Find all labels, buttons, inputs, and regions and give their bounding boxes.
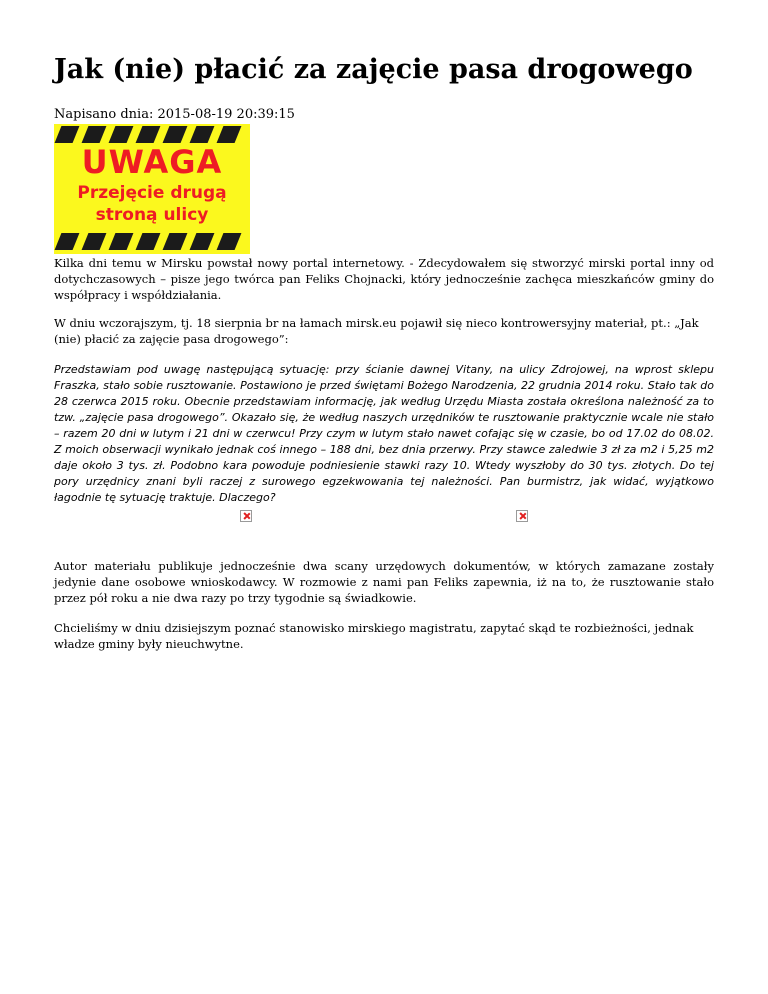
banner-line-1: Przejęcie drugą [77,183,227,203]
banner-heading: UWAGA [81,143,223,181]
page-title: Jak (nie) płacić za zajęcie pasa drogowego [54,54,693,85]
broken-image-icon[interactable] [240,510,252,522]
paragraph-announcement: W dniu wczorajszym, tj. 18 sierpnia br na łamach mirsk.eu pojawił się nieco kontrowersyjny materiał, pt.: „Jak (nie) płacić za zajęcie pasa drogowego”: [54,316,699,346]
broken-image-icon[interactable] [516,510,528,522]
paragraph-intro: Kilka dni temu w Mirsku powstał nowy portal internetowy. - Zdecydowałem się stworzyć mirski portal inny od dotychczasowych – pisze jego twórca pan Feliks Chojnacki, który jednocześnie zachęca mieszkańców gminy do współpracy i współdziałania. [54,256,714,302]
paragraph-closing: Chcieliśmy w dniu dzisiejszym poznać stanowisko mirskiego magistratu, zapytać skąd te rozbieżności, jednak władze gminy były nieuchwytne. [54,621,694,651]
publish-date: Napisano dnia: 2015-08-19 20:39:15 [54,107,295,122]
banner-line-2: stroną ulicy [95,205,209,225]
quoted-material: Przedstawiam pod uwagę następującą sytuację: przy ścianie dawnej Vitany, na ulicy Zdrojowej, na wprost sklepu Fraszka, stało sobie rusztowanie. Postawiono je przed świętami Bożego Narodzenia, 22 grudnia 2014 roku. Stało tak do 28 czerwca 2015 roku. Obecnie przedstawiam informację, jak według Urzędu Miasta została określona należność za to tzw. „zajęcie pasa drogowego”. Okazało się, że według naszych urzędników te rusztowanie praktycznie wcale nie stało – razem 20 dni w lutym i 21 dni w czerwcu! Przy czym w lutym stało nawet cofając się w czasie, bo od 17.02 do 08.02. Z moich obserwacji wynikało jednak coś innego – 188 dni, bez dnia przerwy. Przy stawce zaledwie 3 zł za m2 i 5,25 m2 daje około 3 tys. zł. Podobno kara powoduje podniesienie stawki razy 10. Wtedy wyszłoby do 30 tys. złotych. Do tej pory urzędnicy znani byli raczej z surowego egzekwowania tej należności. Pan burmistrz, jak widać, wyjątkowo łagodnie tę sytuację traktuje. Dlaczego? [54,363,714,504]
warning-banner-image [54,124,250,254]
hazard-stripes-bottom [58,233,248,250]
hazard-stripes-top [58,126,248,143]
paragraph-scans: Autor materiału publikuje jednocześnie dwa scany urzędowych dokumentów, w których zamazane zostały jedynie dane osobowe wnioskodawcy. W rozmowie z nami pan Feliks zapewnia, iż na to, że rusztowanie stało przez pół roku a nie dwa razy po trzy tygodnie są świadkowie. [54,559,714,605]
